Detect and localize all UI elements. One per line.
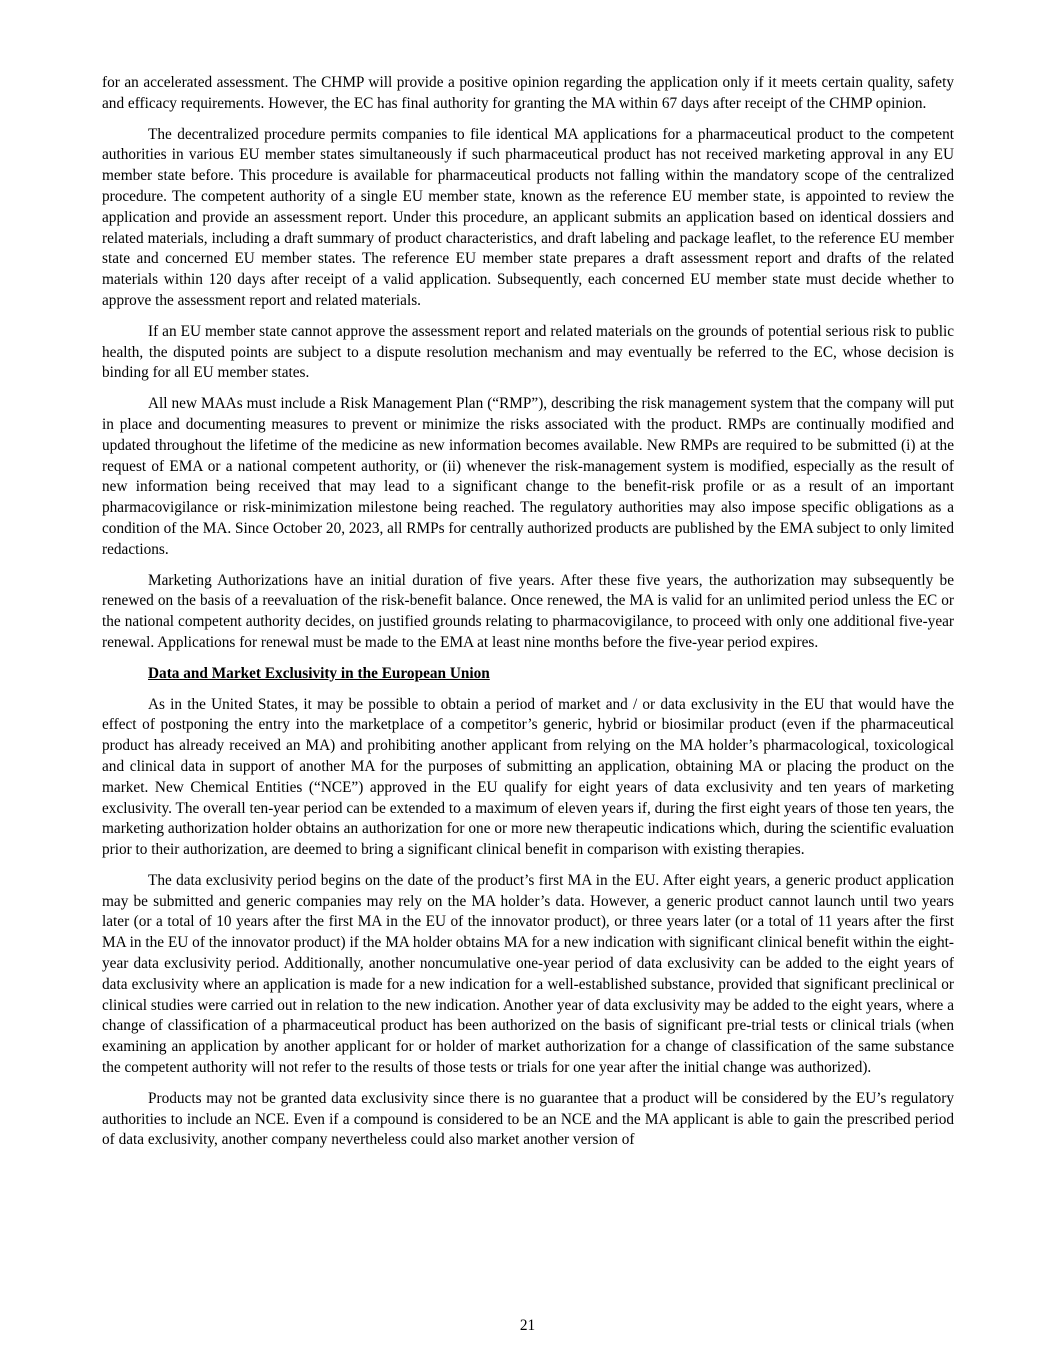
- paragraph-dispute-resolution: If an EU member state cannot approve the assessment report and related materials on the grounds of potential serious risk to public health, the disputed points are subject to a dispute resolution mechanism and may eventually be referred to the EC, whose decision is binding for all EU member states.: [102, 322, 954, 382]
- paragraph-marketing-authorization-duration: Marketing Authorizations have an initial duration of five years. After these five years, the authorization may subsequently be renewed on the basis of a reevaluation of the risk-benefit balance. Once renewed, the MA is valid for an unlimited period unless the EC or the national competent authority decides, on justified grounds relating to pharmacovigilance, to proceed with only one additional five-year renewal. Applications for renewal must be made to the EMA at least nine months before the five-year period expires.: [102, 571, 954, 651]
- page-number: 21: [519, 1317, 536, 1334]
- paragraph-data-exclusivity-period: The data exclusivity period begins on the date of the product’s first MA in the EU. After eight years, a generic product application may be submitted and generic companies may rely on the MA holder’s data. However, a generic product cannot launch until two years later (or a total of 10 years after the first MA in the EU of the innovator product), or three years later (or a total of 11 years after the first MA in the EU of the innovator product) if the MA holder obtains MA for a new indication with significant clinical benefit within the eight-year data exclusivity period. Additionally, another noncumulative one-year period of data exclusivity can be added to the eight years of data exclusivity where an application is made for a new indication for a well-established substance, provided that significant preclinical or clinical studies were carried out in relation to the new indication. Another year of data exclusivity may be added to the eight years, where a change of classification of a pharmaceutical product has been authorized on the basis of significant pre-trial tests or clinical trials (when examining an application by another applicant for or holder of market authorization for a change of classification of the same substance the competent authority will not refer to the results of those tests or trials for one year after the initial change was authorized).: [102, 871, 954, 1077]
- section-heading: Data and Market Exclusivity in the European Union: [148, 664, 490, 682]
- paragraph-accelerated-assessment: for an accelerated assessment. The CHMP will provide a positive opinion regarding the application only if it meets certain quality, safety and efficacy requirements. However, the EC has final authority for granting the MA within 67 days after receipt of the CHMP opinion.: [102, 74, 954, 112]
- paragraph-risk-management-plan: All new MAAs must include a Risk Management Plan (“RMP”), describing the risk management system that the company will put in place and documenting measures to prevent or minimize the risks associated with the product. RMPs are continually modified and updated throughout the lifetime of the medicine as new information becomes available. New RMPs are required to be submitted (i) at the request of EMA or a national competent authority, or (ii) whenever the risk-management system is modified, especially as the result of new information being received that may lead to a significant change to the benefit-risk profile or as a result of an important pharmacovigilance or risk-minimization milestone being reached. The regulatory authorities may also impose specific obligations as a condition of the MA. Since October 20, 2023, all RMPs for centrally authorized products are published by the EMA subject to only limited redactions.: [102, 395, 954, 558]
- paragraph-decentralized-procedure: The decentralized procedure permits companies to file identical MA applications for a pharmaceutical product to the competent authorities in various EU member states simultaneously if such pharmaceutical product has not received marketing approval in any EU member state before. This procedure is available for pharmaceutical products not falling within the mandatory scope of the centralized procedure. The competent authority of a single EU member state, known as the reference EU member state, is appointed to review the application and provide an assessment report. Under this procedure, an applicant submits an application based on identical dossiers and related materials, including a draft summary of product characteristics, and draft labeling and package leaflet, to the reference EU member state and concerned EU member states. The reference EU member state prepares a draft assessment report and drafts of the related materials within 120 days after receipt of a valid application. Subsequently, each concerned EU member state must decide whether to approve the assessment report and related materials.: [102, 125, 954, 309]
- paragraph-market-exclusivity: As in the United States, it may be possible to obtain a period of market and / or data exclusivity in the EU that would have the effect of postponing the entry into the marketplace of a competitor’s generic, hybrid or biosimilar product (even if the pharmaceutical product has already received an MA) and prohibiting another applicant from relying on the MA holder’s pharmacological, toxicological and clinical data in support of another MA for the purposes of submitting an application, obtaining MA or placing the product on the market. New Chemical Entities (“NCE”) approved in the EU qualify for eight years of data exclusivity and ten years of marketing exclusivity. The overall ten-year period can be extended to a maximum of eleven years if, during the first eight years of those ten years, the marketing authorization holder obtains an authorization for one or more new therapeutic indications which, during the scientific evaluation prior to their authorization, are deemed to bring a significant clinical benefit in comparison with existing therapies.: [102, 695, 954, 859]
- document-page: [102, 73, 954, 1151]
- paragraph-nce-uncertainty: Products may not be granted data exclusivity since there is no guarantee that a product will be considered by the EU’s regulatory authorities to include an NCE. Even if a compound is considered to be an NCE and the MA applicant is able to gain the prescribed period of data exclusivity, another company nevertheless could also market another version of: [102, 1089, 954, 1149]
